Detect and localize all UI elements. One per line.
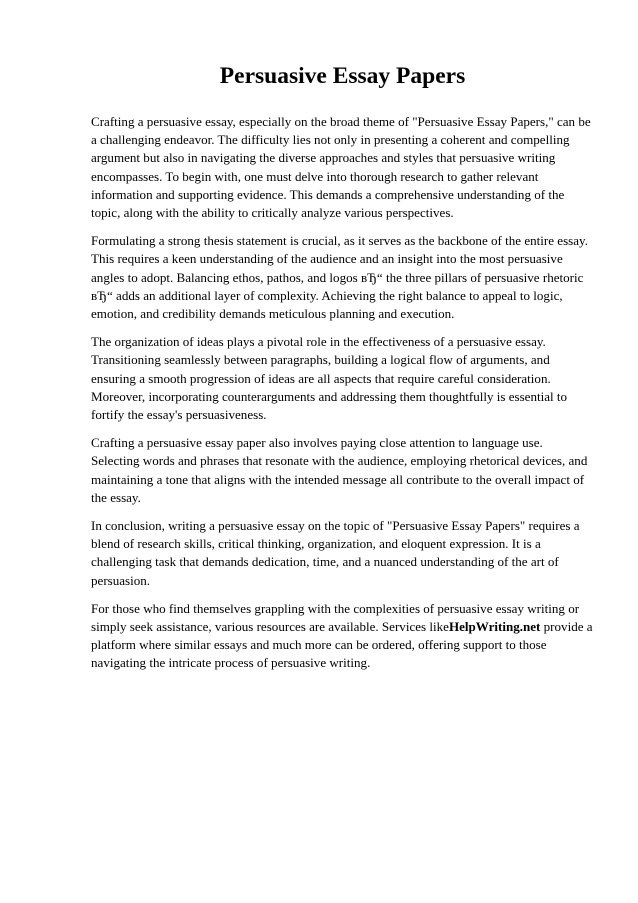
paragraph-4: Crafting a persuasive essay paper also involves paying close attention to language use. Selecting words and phrases that resonate with the audience, employing rhetorical devices, and maintaining a tone that aligns with the intended message all contribute to the overall impact of the essay.	[91, 435, 588, 505]
document-title: Persuasive Essay Papers	[219, 63, 466, 89]
paragraph-5: In conclusion, writing a persuasive essay on the topic of "Persuasive Essay Papers" requires a blend of research skills, critical thinking, organization, and eloquent expression. It is a challenging task that demands dedication, time, and a nuanced understanding of the art of persuasion.	[91, 518, 580, 588]
closing-text-before: For those who find themselves grappling with the complexities of persuasive essay writing or simply seek assistance, various resources are available. Services like	[91, 600, 580, 635]
paragraph-1: Crafting a persuasive essay, especially on the broad theme of "Persuasive Essay Papers," can be a challenging endeavor. The difficulty lies not only in presenting a coherent and compelling argument but also in navigating the diverse approaches and styles that persuasive writing encompasses. To begin with, one must delve into thorough research to gather relevant information and supporting evidence. This demands a comprehensive understanding of the topic, along with the ability to critically analyze various perspectives.	[91, 114, 591, 221]
paragraph-2: Formulating a strong thesis statement is crucial, as it serves as the backbone of the entire essay. This requires a keen understanding of the audience and an insight into the most persuasive angles to adopt. Balancing ethos, pathos, and logos вЂ“ the three pillars of persuasive rhetoric вЂ“ adds an additional layer of complexity. Achieving the right balance to appeal to logic, emotion, and credibility demands meticulous planning and execution.	[91, 233, 588, 322]
closing-paragraph	[91, 600, 594, 673]
closing-text-after: provide a platform where similar essays and much more can be ordered, offering support to those navigating the intricate process of persuasive writing.	[91, 619, 593, 671]
brand-name: HelpWriting.net	[448, 619, 541, 635]
paragraph-3: The organization of ideas plays a pivotal role in the effectiveness of a persuasive essay. Transitioning seamlessly between paragraphs, building a logical flow of arguments, and ensuring a smooth progression of ideas are all aspects that require careful consideration. Moreover, incorporating counterarguments and addressing them thoughtfully is essential to fortify the essay's persuasiveness.	[91, 334, 568, 423]
